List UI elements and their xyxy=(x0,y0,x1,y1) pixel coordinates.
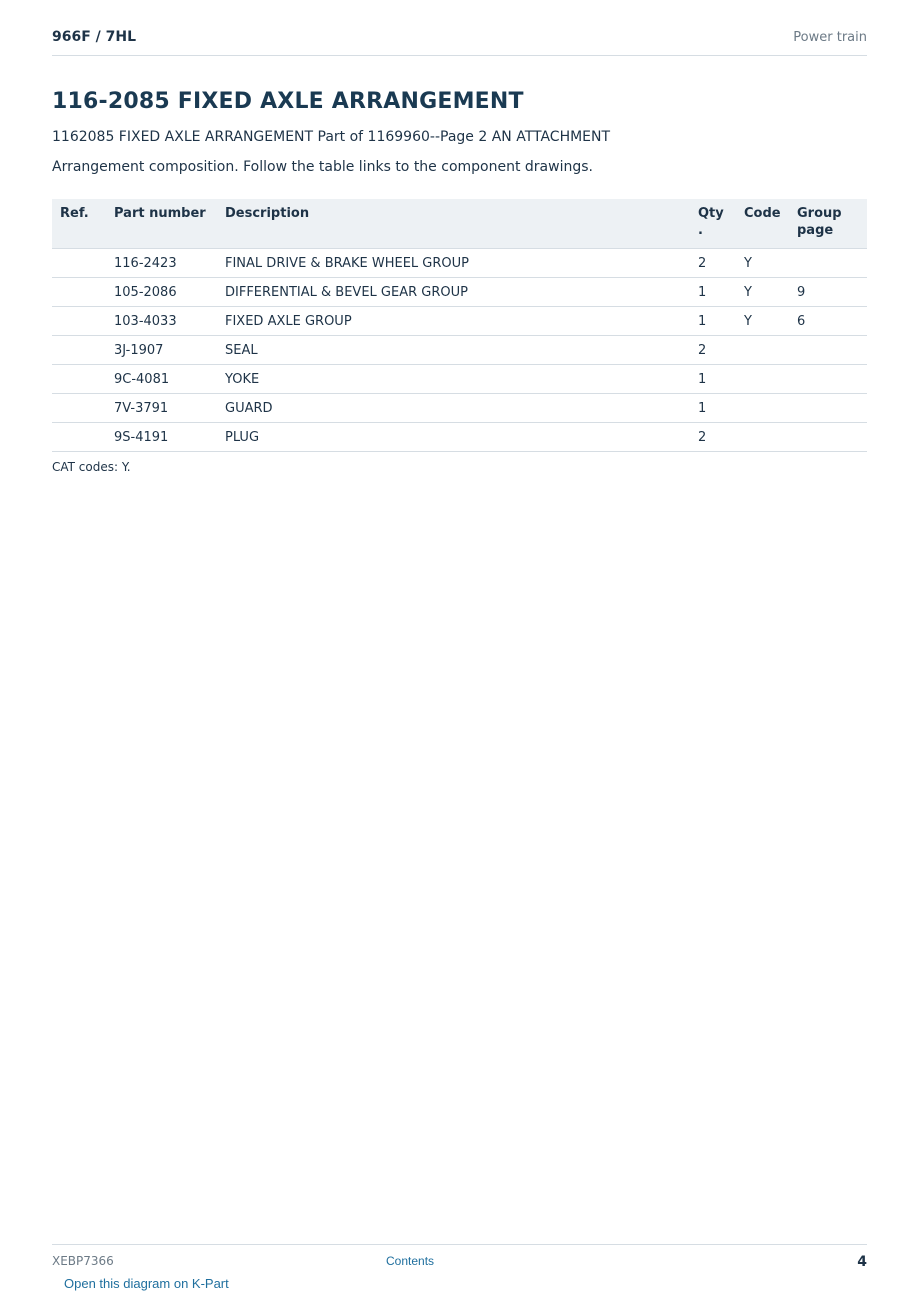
table-row xyxy=(52,365,867,394)
cell-ref xyxy=(52,278,106,307)
table-row xyxy=(52,278,867,307)
column-header-part-number: Part number xyxy=(106,199,217,249)
cell-code: Y xyxy=(736,249,789,278)
table-row xyxy=(52,394,867,423)
cell-qty: 2 xyxy=(690,249,736,278)
page-title: 116-2085 FIXED AXLE ARRANGEMENT xyxy=(52,89,524,114)
cell-qty: 1 xyxy=(690,278,736,307)
table-row xyxy=(52,307,867,336)
table-row xyxy=(52,249,867,278)
cell-group-page xyxy=(789,249,867,278)
cell-qty: 2 xyxy=(690,336,736,365)
contents-link[interactable]: Contents xyxy=(386,1254,435,1268)
cell-ref xyxy=(52,336,106,365)
open-kpart-link[interactable]: Open this diagram on K-Part xyxy=(64,1276,229,1291)
cell-ref xyxy=(52,394,106,423)
cell-group-page xyxy=(789,336,867,365)
cell-group-page-link[interactable]: 6 xyxy=(789,307,867,336)
cell-code: Y xyxy=(736,278,789,307)
cell-description: GUARD xyxy=(217,394,690,423)
cell-code xyxy=(736,394,789,423)
cell-code: Y xyxy=(736,307,789,336)
column-header-qty: Qty . xyxy=(690,199,736,249)
page-number: 4 xyxy=(857,1254,867,1270)
table-row xyxy=(52,423,867,452)
cell-description: YOKE xyxy=(217,365,690,394)
cell-description: DIFFERENTIAL & BEVEL GEAR GROUP xyxy=(217,278,690,307)
table-row xyxy=(52,336,867,365)
cell-part-number: 116-2423 xyxy=(106,249,217,278)
cell-part-number: 9C-4081 xyxy=(106,365,217,394)
cell-ref xyxy=(52,249,106,278)
parts-table xyxy=(52,199,867,452)
cell-qty: 2 xyxy=(690,423,736,452)
cell-code xyxy=(736,365,789,394)
cell-group-page-link[interactable]: 9 xyxy=(789,278,867,307)
column-header-group-page: Group page xyxy=(789,199,867,249)
cell-code xyxy=(736,423,789,452)
cell-part-number: 7V-3791 xyxy=(106,394,217,423)
cell-description: PLUG xyxy=(217,423,690,452)
cell-ref xyxy=(52,365,106,394)
cell-part-number: 3J-1907 xyxy=(106,336,217,365)
page-footer xyxy=(52,1244,867,1275)
cell-qty: 1 xyxy=(690,394,736,423)
cat-codes-note: CAT codes: Y. xyxy=(52,460,131,474)
cell-ref xyxy=(52,423,106,452)
document-id: XEBP7366 xyxy=(52,1254,114,1268)
page-header xyxy=(52,28,867,56)
cell-ref xyxy=(52,307,106,336)
column-header-ref: Ref. xyxy=(52,199,106,249)
cell-code xyxy=(736,336,789,365)
section-label: Power train xyxy=(793,30,867,45)
cell-part-number-link[interactable]: 105-2086 xyxy=(106,278,217,307)
cell-group-page xyxy=(789,365,867,394)
page-subtitle: 1162085 FIXED AXLE ARRANGEMENT Part of 1169960--Page 2 AN ATTACHMENT xyxy=(52,129,611,145)
cell-group-page xyxy=(789,394,867,423)
column-header-description: Description xyxy=(217,199,690,249)
cell-description: FINAL DRIVE & BRAKE WHEEL GROUP xyxy=(217,249,690,278)
intro-text: Arrangement composition. Follow the table links to the component drawings. xyxy=(52,159,593,175)
table-header-row xyxy=(52,199,867,249)
cell-qty: 1 xyxy=(690,365,736,394)
cell-description: SEAL xyxy=(217,336,690,365)
cell-qty: 1 xyxy=(690,307,736,336)
cell-part-number-link[interactable]: 103-4033 xyxy=(106,307,217,336)
cell-part-number: 9S-4191 xyxy=(106,423,217,452)
cell-description: FIXED AXLE GROUP xyxy=(217,307,690,336)
column-header-code: Code xyxy=(736,199,789,249)
model-label: 966F / 7HL xyxy=(52,29,137,45)
cell-group-page xyxy=(789,423,867,452)
